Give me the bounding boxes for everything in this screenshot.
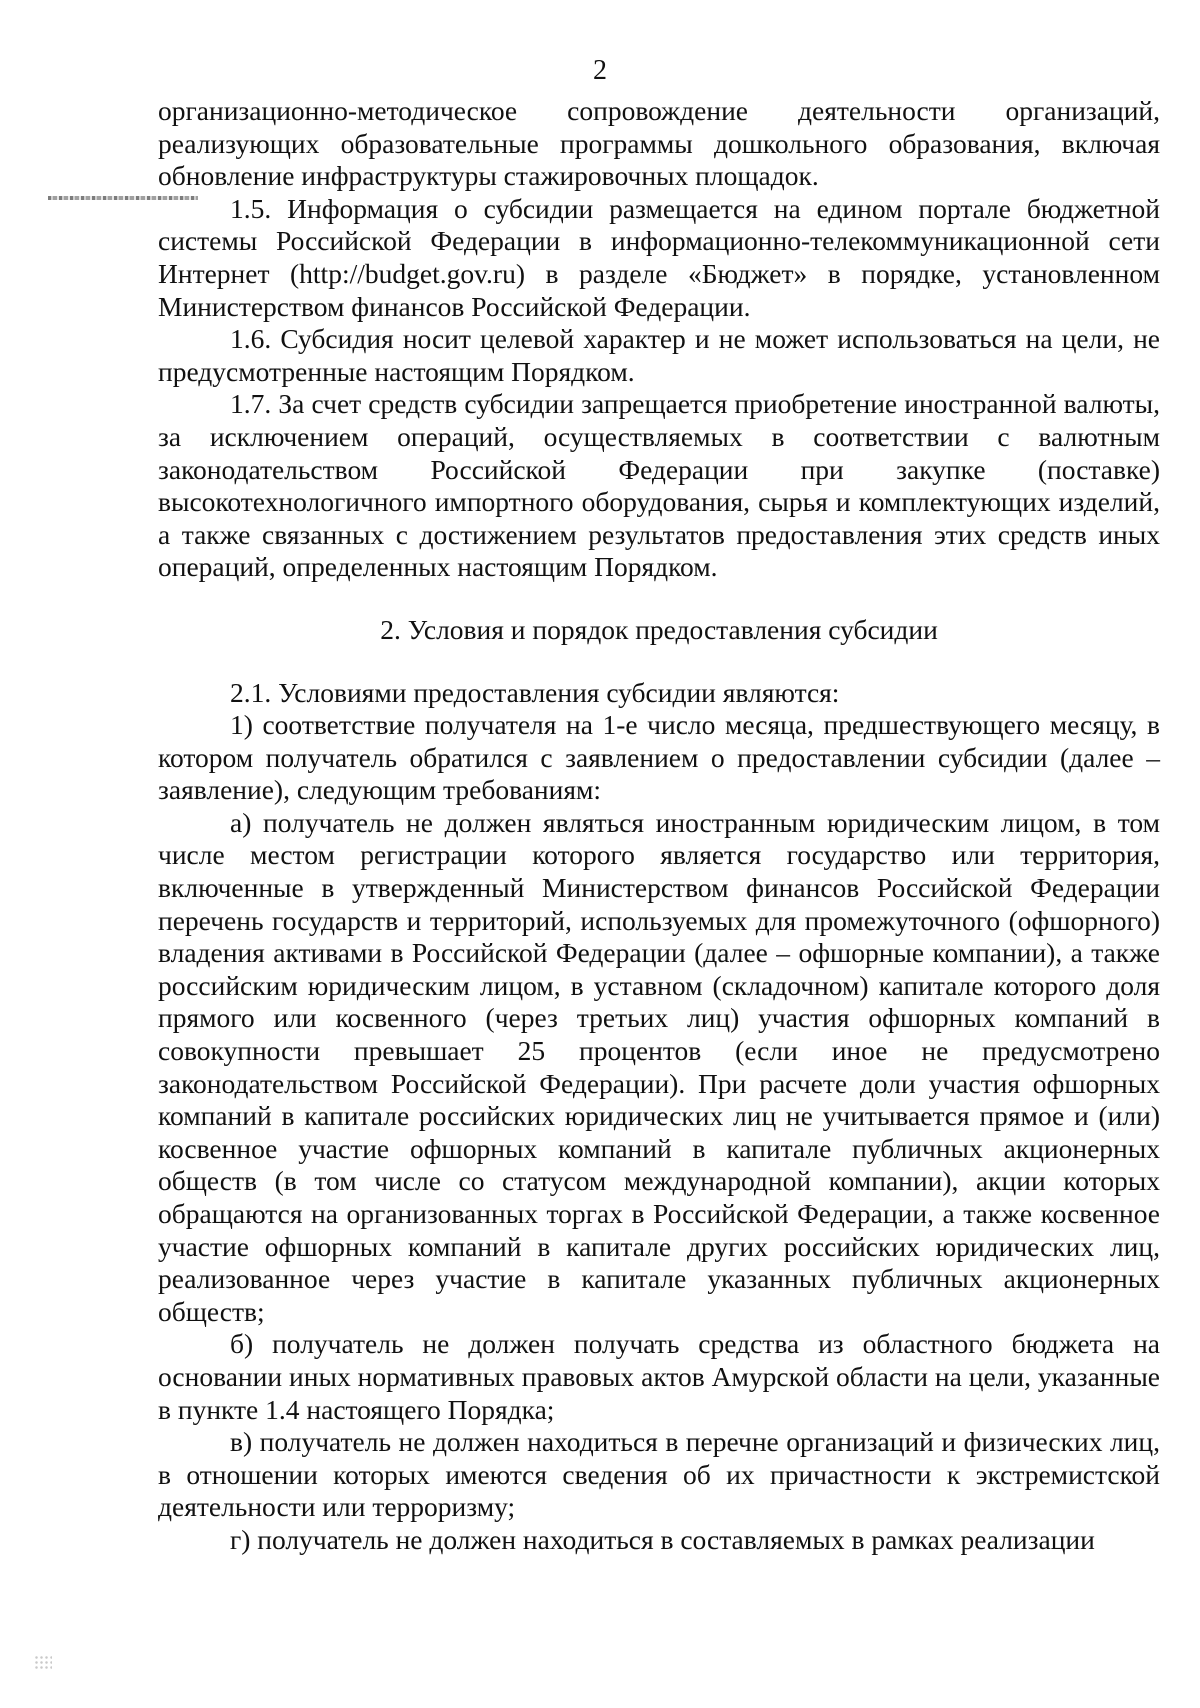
paragraph-1-6: 1.6. Субсидия носит целевой характер и не может использоваться на цели, не предусмотренные настоящим Порядком. bbox=[158, 323, 1160, 387]
paragraph-1-7: 1.7. За счет средств субсидии запрещается приобретение иностранной валюты, за исключением операций, осуществляемых в соответствии с валютным законодательством Российской Федерации при закупке (поставке) высокотехнологичного импортного оборудования, сырья и комплектующих изделий, а также связанных с достижением результатов предоставления этих средств иных операций, определенных настоящим Порядком. bbox=[158, 388, 1160, 583]
document-body bbox=[158, 95, 1160, 1557]
paragraph-continuation: организационно-методическое сопровождение деятельности организаций, реализующих образовательные программы дошкольного образования, включая обновление инфраструктуры стажировочных площадок. bbox=[158, 95, 1160, 192]
page-number: 2 bbox=[593, 55, 607, 86]
paragraph-2-1-item-g: г) получатель не должен находиться в составляемых в рамках реализации bbox=[230, 1523, 1095, 1555]
paragraph-1-5: 1.5. Информация о субсидии размещается на едином портале бюджетной системы Российской Федерации в информационно-телекоммуникационной сети Интернет (http://budget.gov.ru) в разделе «Бюджет» в порядке, установленном Министерством финансов Российской Федерации. bbox=[158, 192, 1160, 322]
paragraph-2-1: 2.1. Условиями предоставления субсидии являются: bbox=[230, 676, 840, 708]
paragraph-2-1-item-1: 1) соответствие получателя на 1-е число месяца, предшествующего месяцу, в котором получатель обратился с заявлением о предоставлении субсидии (далее – заявление), следующим требованиям: bbox=[158, 709, 1160, 806]
paragraph-2-1-item-b: б) получатель не должен получать средства из областного бюджета на основании иных нормативных правовых актов Амурской области на цели, указанные в пункте 1.4 настоящего Порядка; bbox=[158, 1328, 1160, 1425]
scan-artifact-dots bbox=[34, 1655, 52, 1671]
paragraph-2-1-item-v: в) получатель не должен находиться в перечне организаций и физических лиц, в отношении которых имеются сведения об их причастности к экстремистской деятельности или терроризму; bbox=[158, 1426, 1160, 1523]
section-heading-2: 2. Условия и порядок предоставления субсидии bbox=[380, 613, 938, 645]
paragraph-2-1-item-a: а) получатель не должен являться иностранным юридическим лицом, в том числе местом регистрации которого является государство или территория, включенные в утвержденный Министерством финансов Российской Федерации перечень государств и территорий, используемых для промежуточного (офшорного) владения активами в Российской Федерации (далее – офшорные компании), а также российским юридическим лицом, в уставном (складочном) капитале которого доля прямого или косвенного (через третьих лиц) участия офшорных компаний в совокупности превышает 25 процентов (если иное не предусмотрено законодательством Российской Федерации). При расчете доли участия офшорных компаний в капитале российских юридических лиц не учитывается прямое и (или) косвенное участие офшорных компаний в капитале публичных акционерных обществ (в том числе со статусом международной компании), акции которых обращаются на организованных торгах в Российской Федерации, а также косвенное участие офшорных компаний в капитале других российских юридических лиц, реализованное через участие в капитале указанных публичных акционерных обществ; bbox=[158, 806, 1160, 1327]
